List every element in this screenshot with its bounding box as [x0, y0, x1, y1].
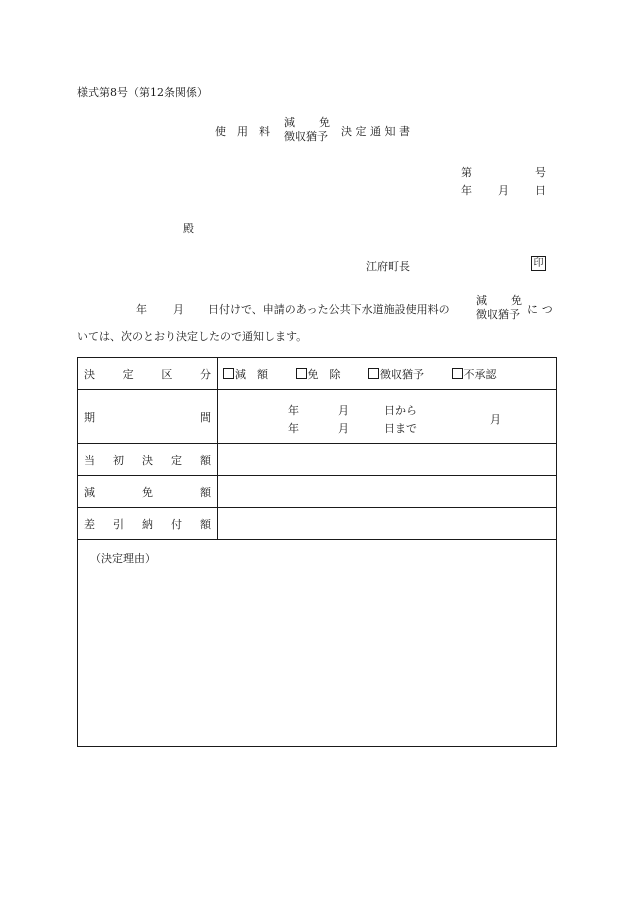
body-month: 月: [173, 303, 184, 316]
body-gen-men: [476, 294, 522, 308]
date-year: 年: [461, 184, 472, 197]
body-gen: 減: [476, 294, 487, 307]
title-choshu-yuyo: 徴収猶予: [284, 130, 328, 143]
checkbox[interactable]: [452, 368, 463, 379]
row-decision: [78, 358, 557, 390]
reason-field[interactable]: [78, 540, 557, 747]
body-option-stack: [476, 294, 522, 322]
from-year: 年: [288, 403, 299, 417]
title-prefix: 使 用 料: [215, 125, 270, 138]
label-decision: [78, 358, 218, 390]
to-month: 月: [338, 421, 349, 435]
option-menjo[interactable]: 免 除: [296, 368, 341, 381]
period-field[interactable]: [218, 390, 557, 444]
label-payment-amount: [78, 508, 218, 540]
reduction-amount-field[interactable]: [218, 476, 557, 508]
to-suffix: 日まで: [384, 421, 417, 435]
checkbox[interactable]: [223, 368, 234, 379]
label-char: 付: [171, 517, 182, 531]
body-men: 免: [511, 294, 522, 307]
row-payment-amount: [78, 508, 557, 540]
checkbox[interactable]: [296, 368, 307, 379]
label-reduction-amount: [78, 476, 218, 508]
label-period: [78, 390, 218, 444]
body-line2: いては、次のとおり決定したので通知します。: [77, 330, 308, 343]
row-reason: [78, 540, 557, 747]
period-months: 月: [490, 412, 501, 426]
label-char: 減: [84, 485, 95, 499]
reason-label: （決定理由）: [90, 552, 156, 565]
label-char: 納: [142, 517, 153, 531]
body-year: 年: [136, 303, 147, 316]
title-gen: 減: [284, 116, 295, 129]
label-char: 額: [200, 453, 211, 467]
label-char: 初: [113, 453, 124, 467]
payment-amount-field[interactable]: [218, 508, 557, 540]
label-char: 額: [200, 485, 211, 499]
doc-number-go: 号: [535, 166, 546, 179]
seal-mark: 印: [531, 256, 546, 271]
initial-amount-field[interactable]: [218, 444, 557, 476]
to-year: 年: [288, 421, 299, 435]
body-line1: 日付けで、申請のあった公共下水道施設使用料の: [208, 303, 450, 316]
label-char: 決: [84, 367, 95, 381]
title-suffix: 決 定 通 知 書: [341, 125, 410, 138]
label-char: 額: [200, 517, 211, 531]
form-number: 様式第8号（第12条関係）: [77, 86, 208, 99]
label-char: 間: [200, 410, 211, 424]
label-char: 定: [122, 367, 134, 381]
decision-table: [77, 357, 557, 747]
title-men: 免: [319, 116, 330, 129]
label-char: 分: [199, 367, 211, 381]
row-reduction-amount: [78, 476, 557, 508]
decision-options: [218, 358, 557, 390]
label-char: 期: [84, 410, 95, 424]
from-month: 月: [338, 403, 349, 417]
label-char: 区: [161, 367, 173, 381]
option-choshu-yuyo[interactable]: 徴収猶予: [368, 368, 424, 381]
doc-number-dai: 第: [461, 166, 472, 179]
label-char: 定: [171, 453, 182, 467]
title-gen-men: [284, 116, 330, 130]
body-choshu-yuyo: 徴収猶予: [476, 308, 520, 321]
from-suffix: 日から: [384, 403, 417, 417]
option-fushonin[interactable]: 不承認: [452, 368, 497, 381]
date-month: 月: [498, 184, 509, 197]
option-gengaku[interactable]: 減 額: [223, 368, 268, 381]
body-line1-end: につ: [527, 303, 557, 316]
label-char: 当: [84, 453, 95, 467]
label-char: 差: [84, 517, 95, 531]
title-option-stack: [284, 116, 330, 144]
addressee-suffix: 殿: [183, 222, 194, 235]
checkbox[interactable]: [368, 368, 379, 379]
label-initial-amount: [78, 444, 218, 476]
label-char: 免: [142, 485, 153, 499]
label-char: 引: [113, 517, 124, 531]
date-day: 日: [535, 184, 546, 197]
issuer-title: 江府町長: [366, 260, 410, 273]
row-period: [78, 390, 557, 444]
label-char: 決: [142, 453, 153, 467]
row-initial-amount: [78, 444, 557, 476]
